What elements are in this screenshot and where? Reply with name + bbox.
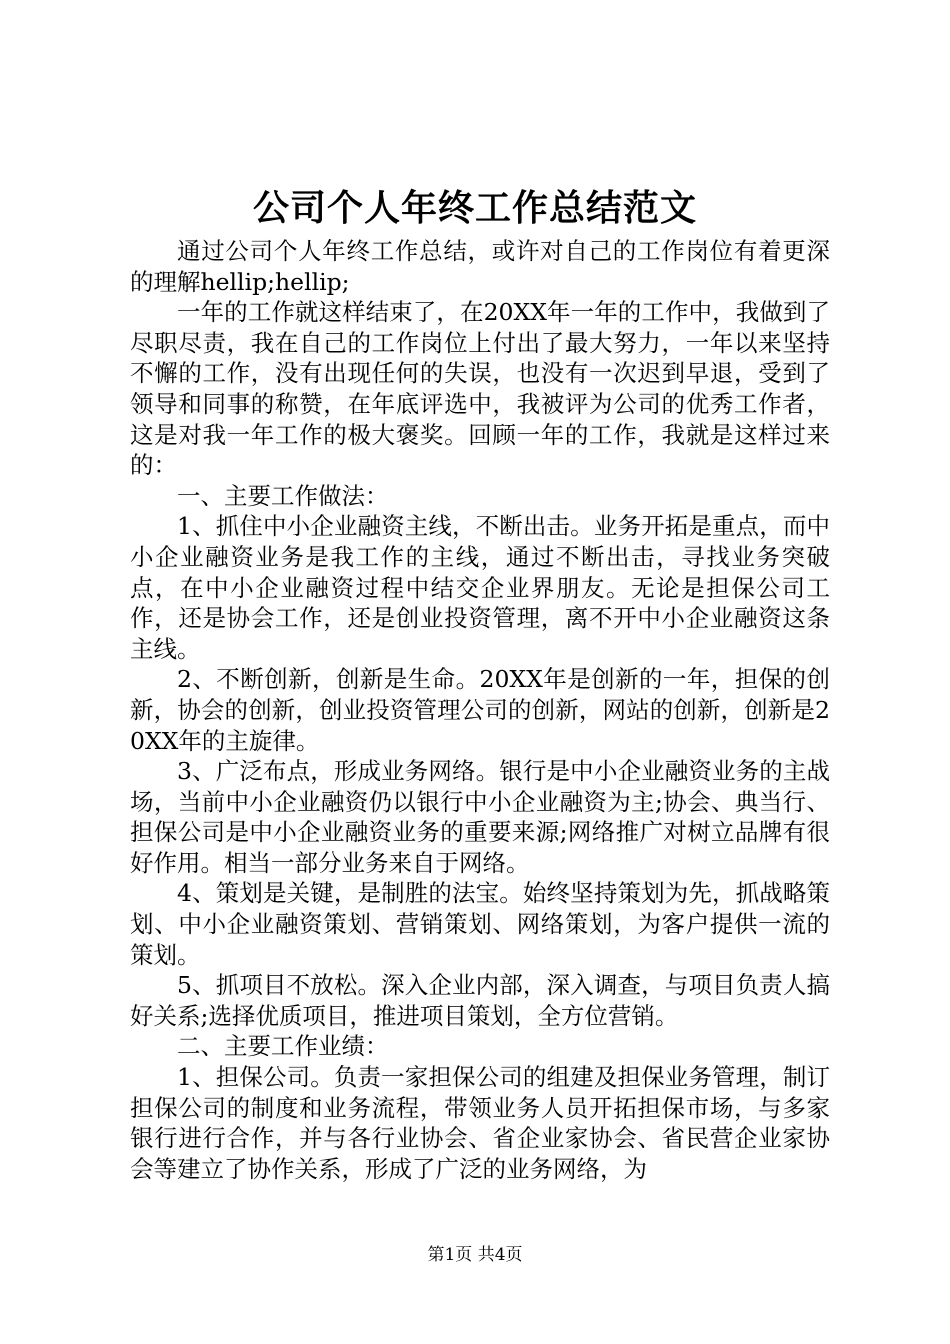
section-heading-methods: 一、主要工作做法：	[177, 481, 389, 510]
section-heading-achievements: 二、主要工作业绩：	[177, 1032, 389, 1061]
page-number-footer: 第1页 共4页	[427, 1245, 523, 1265]
document-body	[130, 236, 830, 1184]
paragraph-intro: 通过公司个人年终工作总结，或许对自己的工作岗位有着更深的理解hellip;hellip;	[130, 237, 830, 296]
paragraph-method-3: 3、广泛布点，形成业务网络。银行是中小企业融资业务的主战场，当前中小企业融资仍以银行中小企业融资为主;协会、典当行、担保公司是中小企业融资业务的重要来源;网络推广对树立品牌有很好作用。相当一部分业务来自于网络。	[130, 757, 830, 877]
paragraph-method-2: 2、不断创新，创新是生命。20XX年是创新的一年，担保的创新，协会的创新，创业投资管理公司的创新，网站的创新，创新是20XX年的主旋律。	[130, 665, 830, 755]
paragraph-method-1: 1、抓住中小企业融资主线，不断出击。业务开拓是重点，而中小企业融资业务是我工作的主线，通过不断出击，寻找业务突破点，在中小企业融资过程中结交企业界朋友。无论是担保公司工作，还是协会工作，还是创业投资管理，离不开中小企业融资这条主线。	[130, 512, 830, 663]
paragraph-summary: 一年的工作就这样结束了，在20XX年一年的工作中，我做到了尽职尽责，我在自己的工作岗位上付出了最大努力，一年以来坚持不懈的工作，没有出现任何的失误，也没有一次迟到早退，受到了领导和同事的称赞，在年底评选中，我被评为公司的优秀工作者，这是对我一年工作的极大褒奖。回顾一年的工作，我就是这样过来的：	[130, 298, 830, 480]
paragraph-method-4: 4、策划是关键，是制胜的法宝。始终坚持策划为先，抓战略策划、中小企业融资策划、营销策划、网络策划，为客户提供一流的策划。	[130, 879, 830, 969]
paragraph-method-5: 5、抓项目不放松。深入企业内部，深入调查，与项目负责人搞好关系;选择优质项目，推进项目策划，全方位营销。	[130, 971, 830, 1030]
document-title: 公司个人年终工作总结范文	[252, 187, 697, 229]
paragraph-achievement-1: 1、担保公司。负责一家担保公司的组建及担保业务管理，制订担保公司的制度和业务流程，带领业务人员开拓担保市场，与多家银行进行合作，并与各行业协会、省企业家协会、省民营企业家协会等建立了协作关系，形成了广泛的业务网络，为	[130, 1063, 830, 1183]
